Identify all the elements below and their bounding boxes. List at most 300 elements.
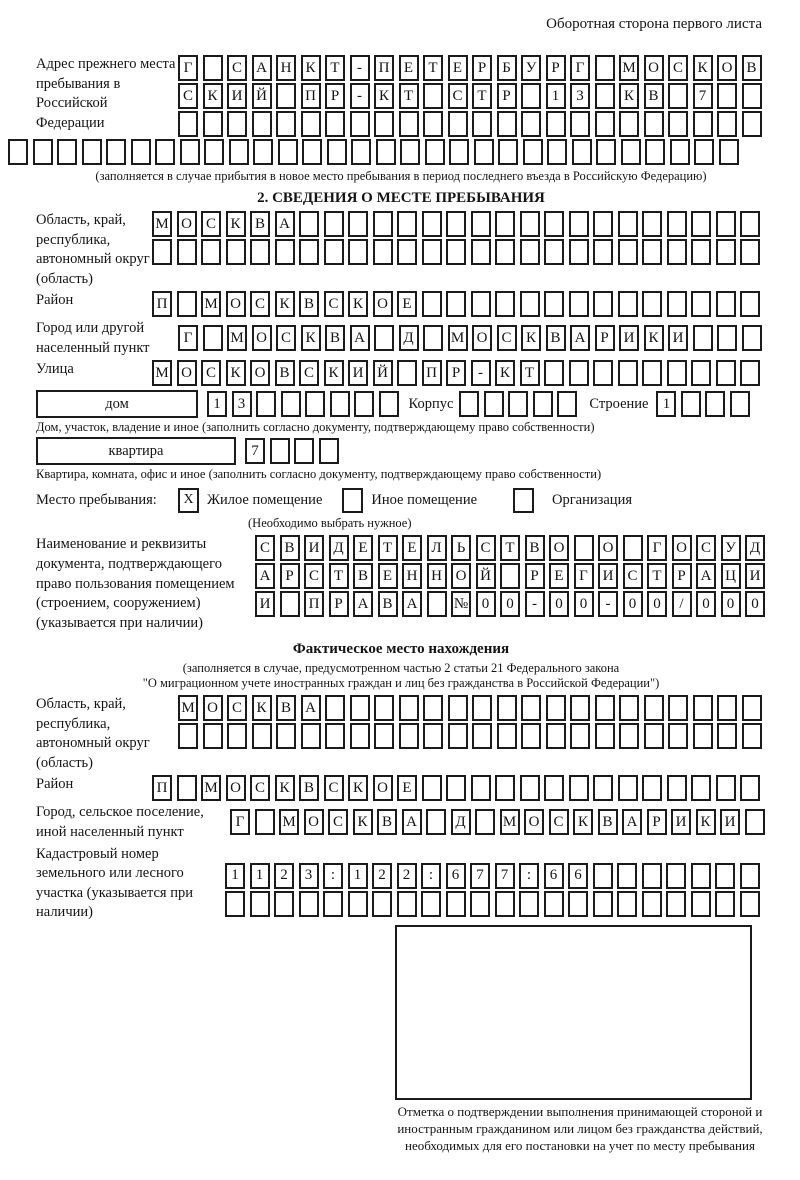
- char-cell[interactable]: В: [299, 775, 319, 801]
- char-cell[interactable]: М: [201, 291, 221, 317]
- char-cell[interactable]: [520, 775, 540, 801]
- char-cell[interactable]: [471, 775, 491, 801]
- char-cell[interactable]: 0: [623, 591, 643, 617]
- char-cell[interactable]: А: [402, 591, 422, 617]
- char-cell[interactable]: [694, 139, 714, 165]
- char-cell[interactable]: [446, 291, 466, 317]
- char-cell[interactable]: [533, 391, 553, 417]
- char-cell[interactable]: [399, 723, 419, 749]
- char-cell[interactable]: [570, 111, 590, 137]
- char-cell[interactable]: -: [350, 83, 370, 109]
- char-cell[interactable]: [376, 139, 396, 165]
- char-cell[interactable]: [253, 139, 273, 165]
- char-cell[interactable]: Г: [574, 563, 594, 589]
- char-cell[interactable]: [670, 139, 690, 165]
- char-cell[interactable]: [742, 325, 762, 351]
- char-cell[interactable]: О: [304, 809, 324, 835]
- char-cell[interactable]: [422, 239, 442, 265]
- char-cell[interactable]: М: [279, 809, 299, 835]
- char-cell[interactable]: К: [495, 360, 515, 386]
- char-cell[interactable]: К: [696, 809, 716, 835]
- char-cell[interactable]: [719, 139, 739, 165]
- char-cell[interactable]: Т: [647, 563, 667, 589]
- char-cell[interactable]: [471, 211, 491, 237]
- char-cell[interactable]: [155, 139, 175, 165]
- char-cell[interactable]: [426, 809, 446, 835]
- char-cell[interactable]: О: [177, 211, 197, 237]
- char-cell[interactable]: В: [377, 809, 397, 835]
- char-cell[interactable]: [256, 391, 276, 417]
- char-cell[interactable]: [547, 139, 567, 165]
- char-cell[interactable]: [422, 211, 442, 237]
- char-cell[interactable]: П: [374, 55, 394, 81]
- char-cell[interactable]: О: [644, 55, 664, 81]
- char-cell[interactable]: 1: [656, 391, 676, 417]
- char-cell[interactable]: [325, 695, 345, 721]
- char-cell[interactable]: О: [598, 535, 618, 561]
- char-cell[interactable]: [544, 775, 564, 801]
- char-cell[interactable]: [691, 775, 711, 801]
- char-cell[interactable]: [131, 139, 151, 165]
- char-cell[interactable]: С: [623, 563, 643, 589]
- char-cell[interactable]: [474, 139, 494, 165]
- char-cell[interactable]: [617, 891, 637, 917]
- char-cell[interactable]: К: [324, 360, 344, 386]
- char-cell[interactable]: А: [622, 809, 642, 835]
- char-cell[interactable]: [593, 239, 613, 265]
- char-cell[interactable]: [323, 891, 343, 917]
- char-cell[interactable]: С: [201, 360, 221, 386]
- char-cell[interactable]: Е: [448, 55, 468, 81]
- char-cell[interactable]: [717, 111, 737, 137]
- char-cell[interactable]: И: [348, 360, 368, 386]
- char-cell[interactable]: [226, 239, 246, 265]
- char-cell[interactable]: К: [644, 325, 664, 351]
- char-cell[interactable]: К: [348, 291, 368, 317]
- char-cell[interactable]: [716, 239, 736, 265]
- char-cell[interactable]: [275, 239, 295, 265]
- char-cell[interactable]: К: [573, 809, 593, 835]
- char-cell[interactable]: К: [619, 83, 639, 109]
- char-cell[interactable]: [595, 695, 615, 721]
- char-cell[interactable]: [299, 239, 319, 265]
- char-cell[interactable]: Г: [178, 325, 198, 351]
- char-cell[interactable]: [281, 391, 301, 417]
- char-cell[interactable]: [717, 695, 737, 721]
- char-cell[interactable]: [667, 360, 687, 386]
- char-cell[interactable]: Т: [399, 83, 419, 109]
- char-cell[interactable]: С: [324, 775, 344, 801]
- char-cell[interactable]: М: [152, 211, 172, 237]
- char-cell[interactable]: [204, 139, 224, 165]
- char-cell[interactable]: [350, 111, 370, 137]
- char-cell[interactable]: [667, 775, 687, 801]
- char-cell[interactable]: [740, 891, 760, 917]
- char-cell[interactable]: [227, 111, 247, 137]
- char-cell[interactable]: [177, 291, 197, 317]
- char-cell[interactable]: [8, 139, 28, 165]
- char-cell[interactable]: О: [226, 775, 246, 801]
- char-cell[interactable]: [276, 83, 296, 109]
- char-cell[interactable]: К: [275, 775, 295, 801]
- char-cell[interactable]: [693, 695, 713, 721]
- char-cell[interactable]: №: [451, 591, 471, 617]
- char-cell[interactable]: С: [250, 775, 270, 801]
- char-cell[interactable]: Е: [397, 291, 417, 317]
- char-cell[interactable]: В: [299, 291, 319, 317]
- char-cell[interactable]: [82, 139, 102, 165]
- char-cell[interactable]: [423, 325, 443, 351]
- char-cell[interactable]: [203, 55, 223, 81]
- char-cell[interactable]: [691, 863, 711, 889]
- char-cell[interactable]: Ц: [721, 563, 741, 589]
- char-cell[interactable]: [448, 695, 468, 721]
- char-cell[interactable]: [593, 863, 613, 889]
- char-cell[interactable]: О: [252, 325, 272, 351]
- char-cell[interactable]: [668, 723, 688, 749]
- char-cell[interactable]: О: [472, 325, 492, 351]
- char-cell[interactable]: 0: [647, 591, 667, 617]
- char-cell[interactable]: Ь: [451, 535, 471, 561]
- char-cell[interactable]: [681, 391, 701, 417]
- char-cell[interactable]: [227, 723, 247, 749]
- char-cell[interactable]: П: [422, 360, 442, 386]
- char-cell[interactable]: [301, 111, 321, 137]
- char-cell[interactable]: [508, 391, 528, 417]
- char-cell[interactable]: С: [255, 535, 275, 561]
- char-cell[interactable]: [484, 391, 504, 417]
- char-cell[interactable]: 1: [225, 863, 245, 889]
- char-cell[interactable]: [324, 211, 344, 237]
- char-cell[interactable]: С: [476, 535, 496, 561]
- char-cell[interactable]: К: [301, 325, 321, 351]
- char-cell[interactable]: [498, 139, 518, 165]
- char-cell[interactable]: Т: [378, 535, 398, 561]
- char-cell[interactable]: В: [598, 809, 618, 835]
- char-cell[interactable]: В: [250, 211, 270, 237]
- char-cell[interactable]: [742, 83, 762, 109]
- char-cell[interactable]: [715, 863, 735, 889]
- char-cell[interactable]: А: [353, 591, 373, 617]
- char-cell[interactable]: С: [178, 83, 198, 109]
- char-cell[interactable]: [642, 891, 662, 917]
- char-cell[interactable]: [350, 695, 370, 721]
- char-cell[interactable]: В: [644, 83, 664, 109]
- char-cell[interactable]: Н: [276, 55, 296, 81]
- char-cell[interactable]: [740, 775, 760, 801]
- char-cell[interactable]: [546, 723, 566, 749]
- char-cell[interactable]: М: [448, 325, 468, 351]
- char-cell[interactable]: В: [378, 591, 398, 617]
- char-cell[interactable]: Р: [672, 563, 692, 589]
- char-cell[interactable]: [276, 723, 296, 749]
- char-cell[interactable]: [595, 723, 615, 749]
- char-cell[interactable]: 6: [544, 863, 564, 889]
- char-cell[interactable]: :: [323, 863, 343, 889]
- char-cell[interactable]: 1: [348, 863, 368, 889]
- char-cell[interactable]: [399, 695, 419, 721]
- char-cell[interactable]: [203, 111, 223, 137]
- char-cell[interactable]: [280, 591, 300, 617]
- char-cell[interactable]: [667, 239, 687, 265]
- char-cell[interactable]: [497, 111, 517, 137]
- char-cell[interactable]: [325, 111, 345, 137]
- char-cell[interactable]: Р: [595, 325, 615, 351]
- char-cell[interactable]: Р: [329, 591, 349, 617]
- char-cell[interactable]: [373, 239, 393, 265]
- char-cell[interactable]: [327, 139, 347, 165]
- char-cell[interactable]: О: [717, 55, 737, 81]
- char-cell[interactable]: [642, 239, 662, 265]
- char-cell[interactable]: У: [521, 55, 541, 81]
- char-cell[interactable]: [716, 211, 736, 237]
- char-cell[interactable]: [742, 111, 762, 137]
- char-cell[interactable]: [423, 83, 443, 109]
- char-cell[interactable]: [472, 723, 492, 749]
- char-cell[interactable]: [319, 438, 339, 464]
- char-cell[interactable]: [177, 239, 197, 265]
- char-cell[interactable]: Й: [476, 563, 496, 589]
- char-cell[interactable]: К: [353, 809, 373, 835]
- char-cell[interactable]: [546, 695, 566, 721]
- char-cell[interactable]: [705, 391, 725, 417]
- char-cell[interactable]: [495, 775, 515, 801]
- char-cell[interactable]: [730, 391, 750, 417]
- char-cell[interactable]: Р: [525, 563, 545, 589]
- char-cell[interactable]: [740, 291, 760, 317]
- char-cell[interactable]: [544, 239, 564, 265]
- char-cell[interactable]: [302, 139, 322, 165]
- char-cell[interactable]: [740, 360, 760, 386]
- char-cell[interactable]: :: [421, 863, 441, 889]
- char-cell[interactable]: [667, 291, 687, 317]
- char-cell[interactable]: И: [598, 563, 618, 589]
- char-cell[interactable]: Д: [745, 535, 765, 561]
- char-cell[interactable]: [229, 139, 249, 165]
- char-cell[interactable]: [644, 695, 664, 721]
- char-cell[interactable]: [278, 139, 298, 165]
- char-cell[interactable]: 2: [372, 863, 392, 889]
- char-cell[interactable]: [519, 891, 539, 917]
- char-cell[interactable]: [644, 111, 664, 137]
- char-cell[interactable]: [252, 111, 272, 137]
- char-cell[interactable]: [693, 111, 713, 137]
- char-cell[interactable]: [742, 723, 762, 749]
- char-cell[interactable]: Д: [451, 809, 471, 835]
- char-cell[interactable]: И: [304, 535, 324, 561]
- char-cell[interactable]: [305, 391, 325, 417]
- char-cell[interactable]: И: [255, 591, 275, 617]
- char-cell[interactable]: [645, 139, 665, 165]
- char-cell[interactable]: [593, 891, 613, 917]
- char-cell[interactable]: [593, 775, 613, 801]
- char-cell[interactable]: [520, 291, 540, 317]
- char-cell[interactable]: П: [152, 291, 172, 317]
- char-cell[interactable]: [520, 239, 540, 265]
- char-cell[interactable]: В: [276, 695, 296, 721]
- char-cell[interactable]: [693, 325, 713, 351]
- char-cell[interactable]: 1: [546, 83, 566, 109]
- char-cell[interactable]: К: [301, 55, 321, 81]
- char-cell[interactable]: [470, 891, 490, 917]
- char-cell[interactable]: [618, 211, 638, 237]
- char-cell[interactable]: 3: [232, 391, 252, 417]
- char-cell[interactable]: 6: [446, 863, 466, 889]
- char-cell[interactable]: [572, 139, 592, 165]
- char-cell[interactable]: [500, 563, 520, 589]
- char-cell[interactable]: :: [519, 863, 539, 889]
- char-cell[interactable]: Л: [427, 535, 447, 561]
- char-cell[interactable]: Е: [397, 775, 417, 801]
- char-cell[interactable]: 0: [696, 591, 716, 617]
- char-cell[interactable]: К: [226, 360, 246, 386]
- char-cell[interactable]: К: [348, 775, 368, 801]
- char-cell[interactable]: П: [304, 591, 324, 617]
- char-cell[interactable]: К: [275, 291, 295, 317]
- char-cell[interactable]: Е: [399, 55, 419, 81]
- char-cell[interactable]: [717, 83, 737, 109]
- char-cell[interactable]: [593, 360, 613, 386]
- char-cell[interactable]: -: [598, 591, 618, 617]
- char-cell[interactable]: [691, 291, 711, 317]
- char-cell[interactable]: С: [549, 809, 569, 835]
- char-cell[interactable]: -: [525, 591, 545, 617]
- char-cell[interactable]: [717, 723, 737, 749]
- char-cell[interactable]: 0: [574, 591, 594, 617]
- char-cell[interactable]: [446, 775, 466, 801]
- char-cell[interactable]: [270, 438, 290, 464]
- char-cell[interactable]: [595, 83, 615, 109]
- char-cell[interactable]: [446, 211, 466, 237]
- char-cell[interactable]: [595, 55, 615, 81]
- char-cell[interactable]: [399, 111, 419, 137]
- char-cell[interactable]: С: [201, 211, 221, 237]
- char-cell[interactable]: [570, 695, 590, 721]
- char-cell[interactable]: Т: [329, 563, 349, 589]
- char-cell[interactable]: Г: [178, 55, 198, 81]
- char-cell[interactable]: [400, 139, 420, 165]
- char-cell[interactable]: А: [402, 809, 422, 835]
- char-cell[interactable]: [348, 211, 368, 237]
- char-cell[interactable]: [423, 723, 443, 749]
- char-cell[interactable]: [422, 775, 442, 801]
- char-cell[interactable]: [374, 111, 394, 137]
- char-cell[interactable]: [33, 139, 53, 165]
- char-cell[interactable]: [448, 111, 468, 137]
- char-cell[interactable]: [57, 139, 77, 165]
- char-cell[interactable]: [471, 239, 491, 265]
- char-cell[interactable]: [448, 723, 468, 749]
- char-cell[interactable]: [544, 891, 564, 917]
- char-cell[interactable]: [642, 775, 662, 801]
- char-cell[interactable]: Р: [647, 809, 667, 835]
- char-cell[interactable]: Д: [399, 325, 419, 351]
- char-cell[interactable]: [397, 891, 417, 917]
- char-cell[interactable]: [177, 775, 197, 801]
- char-cell[interactable]: С: [304, 563, 324, 589]
- char-cell[interactable]: В: [325, 325, 345, 351]
- char-cell[interactable]: [294, 438, 314, 464]
- char-cell[interactable]: Й: [373, 360, 393, 386]
- char-cell[interactable]: [715, 891, 735, 917]
- char-cell[interactable]: О: [451, 563, 471, 589]
- char-cell[interactable]: [618, 239, 638, 265]
- char-cell[interactable]: [691, 211, 711, 237]
- char-cell[interactable]: [717, 325, 737, 351]
- char-cell[interactable]: М: [201, 775, 221, 801]
- char-cell[interactable]: [619, 111, 639, 137]
- char-cell[interactable]: [596, 139, 616, 165]
- char-cell[interactable]: У: [721, 535, 741, 561]
- char-cell[interactable]: [574, 535, 594, 561]
- char-cell[interactable]: 7: [245, 438, 265, 464]
- char-cell[interactable]: И: [720, 809, 740, 835]
- char-cell[interactable]: [740, 211, 760, 237]
- char-cell[interactable]: 7: [495, 863, 515, 889]
- char-cell[interactable]: [301, 723, 321, 749]
- char-cell[interactable]: [595, 111, 615, 137]
- char-cell[interactable]: [544, 211, 564, 237]
- char-cell[interactable]: К: [226, 211, 246, 237]
- char-cell[interactable]: К: [374, 83, 394, 109]
- char-cell[interactable]: Н: [427, 563, 447, 589]
- char-cell[interactable]: И: [619, 325, 639, 351]
- char-cell[interactable]: [740, 863, 760, 889]
- char-cell[interactable]: [716, 360, 736, 386]
- char-cell[interactable]: О: [672, 535, 692, 561]
- char-cell[interactable]: [642, 211, 662, 237]
- char-cell[interactable]: К: [521, 325, 541, 351]
- char-cell[interactable]: [350, 723, 370, 749]
- char-cell[interactable]: [742, 695, 762, 721]
- char-cell[interactable]: С: [299, 360, 319, 386]
- char-cell[interactable]: Р: [472, 55, 492, 81]
- char-cell[interactable]: [427, 591, 447, 617]
- char-cell[interactable]: Д: [329, 535, 349, 561]
- checkbox-zhiloe[interactable]: X: [178, 488, 199, 513]
- char-cell[interactable]: А: [275, 211, 295, 237]
- char-cell[interactable]: Т: [472, 83, 492, 109]
- char-cell[interactable]: [495, 891, 515, 917]
- char-cell[interactable]: [618, 291, 638, 317]
- char-cell[interactable]: [397, 211, 417, 237]
- char-cell[interactable]: [593, 211, 613, 237]
- char-cell[interactable]: В: [742, 55, 762, 81]
- char-cell[interactable]: [425, 139, 445, 165]
- char-cell[interactable]: М: [178, 695, 198, 721]
- char-cell[interactable]: [423, 111, 443, 137]
- char-cell[interactable]: Г: [647, 535, 667, 561]
- char-cell[interactable]: Р: [280, 563, 300, 589]
- char-cell[interactable]: [348, 891, 368, 917]
- char-cell[interactable]: С: [276, 325, 296, 351]
- char-cell[interactable]: [299, 211, 319, 237]
- char-cell[interactable]: О: [226, 291, 246, 317]
- char-cell[interactable]: М: [619, 55, 639, 81]
- char-cell[interactable]: К: [203, 83, 223, 109]
- char-cell[interactable]: [716, 775, 736, 801]
- char-cell[interactable]: 0: [745, 591, 765, 617]
- char-cell[interactable]: Р: [325, 83, 345, 109]
- char-cell[interactable]: А: [301, 695, 321, 721]
- char-cell[interactable]: 3: [570, 83, 590, 109]
- char-cell[interactable]: [106, 139, 126, 165]
- char-cell[interactable]: [569, 239, 589, 265]
- char-cell[interactable]: 0: [500, 591, 520, 617]
- char-cell[interactable]: [203, 723, 223, 749]
- char-cell[interactable]: [521, 111, 541, 137]
- char-cell[interactable]: [691, 239, 711, 265]
